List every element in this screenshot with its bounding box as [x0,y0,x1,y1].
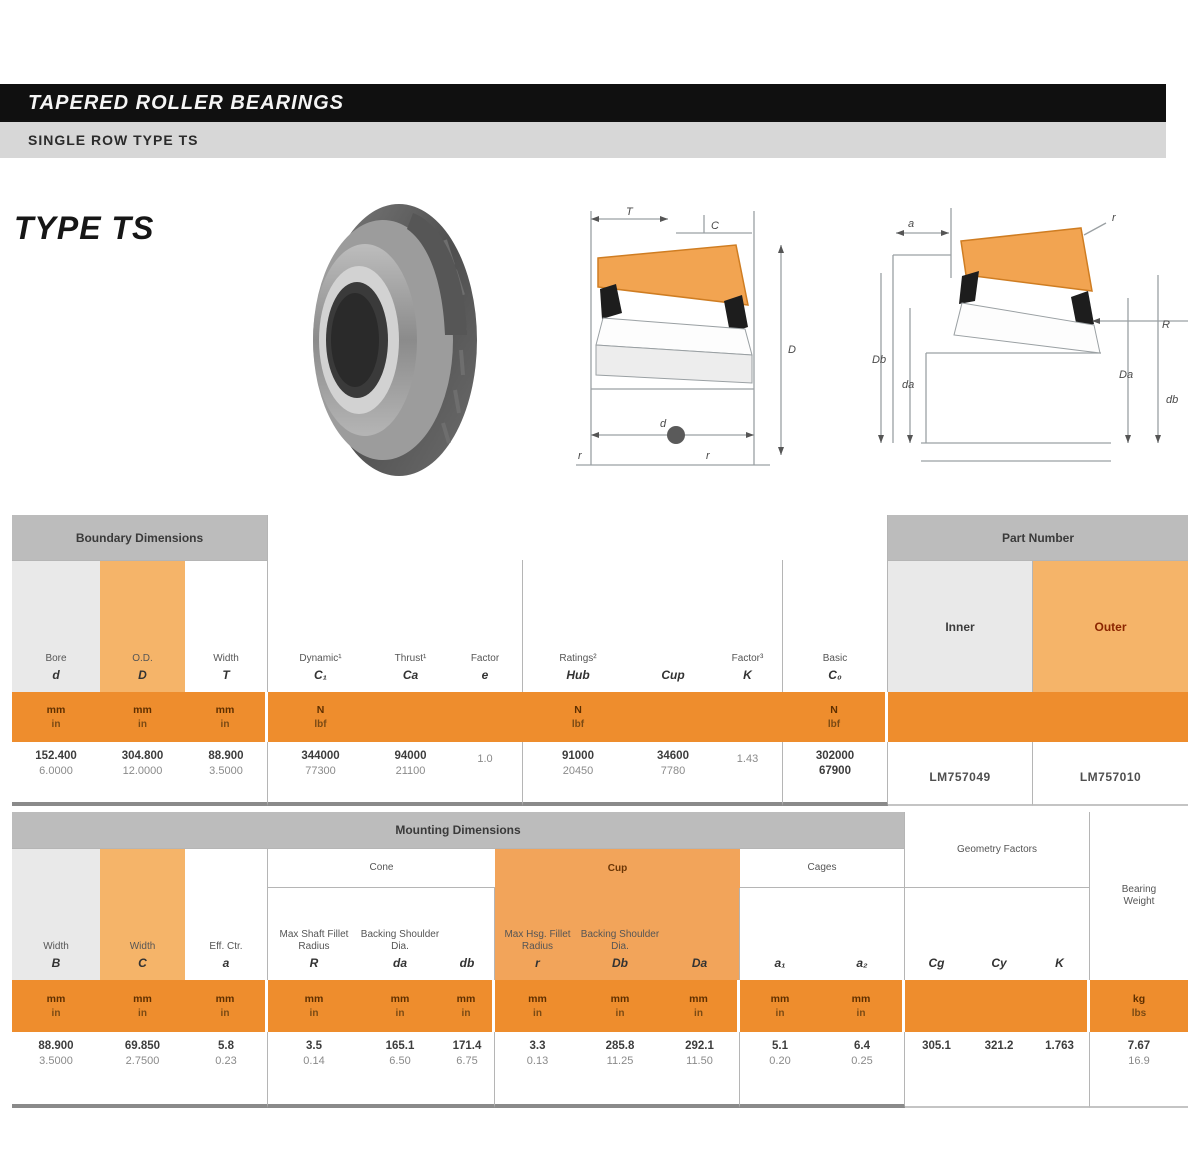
col-header-c0 [783,560,888,692]
units-hub [523,692,633,742]
value-inch: 0.25 [851,1055,873,1067]
subgroup-cup [495,848,740,888]
value-inch: 2.7500 [125,1055,160,1067]
col-header-a1 [740,888,820,980]
col-label: Ratings² [559,653,597,664]
cross-section-diagram [556,203,808,481]
value-inch: 16.9 [1128,1055,1150,1067]
unit-inch: in [461,1008,471,1019]
dim-label-r1: r [706,450,710,462]
value-metric: 171.4 [452,1040,482,1052]
value-metric: 302000 [815,750,855,762]
cell-width [185,742,268,806]
col-header-outer-cup [1033,560,1188,692]
units-blank [888,692,1188,742]
cell-part-outer [1033,742,1188,806]
value-metric: 5.1 [772,1040,788,1052]
unit-inch: in [775,1008,785,1019]
unit-inch: in [51,1008,61,1019]
units-width [185,692,268,742]
value-metric: 344000 [301,750,340,762]
cell-bore [12,742,100,806]
col-symbol: C₀ [828,668,842,682]
cell-part-inner [888,742,1033,806]
col-symbol: r [535,956,540,970]
cell-e [448,742,523,806]
col-header-eff-center [185,848,268,980]
dim-label-Db: Db [872,354,887,366]
units-a1 [740,980,820,1032]
value-inch: 11.25 [606,1055,634,1067]
units-weight [1090,980,1188,1032]
unit-metric: mm [770,993,790,1005]
col-header-shaft-fillet [268,888,360,980]
value-inch: 3.5000 [39,1055,73,1067]
col-symbol: d [52,668,60,682]
unit-metric: N [830,704,838,716]
unit-metric: mm [851,993,871,1005]
dim-label-da: da [902,379,915,391]
subgroup-cages [740,848,905,888]
value-single: 1.0 [477,753,493,765]
col-header-k [713,560,783,692]
col-label: Width [43,941,69,952]
dim-label-a: a [908,218,915,230]
page-subtitle-bar [0,122,1166,158]
value-inch: 0.14 [303,1055,325,1067]
bearing-photo [295,195,480,485]
cell-cup [633,742,713,806]
cell-od [100,742,185,806]
value-inch: 67900 [819,765,851,777]
col-symbol: Cy [991,956,1007,970]
unit-metric: mm [610,993,630,1005]
value-metric: 88.900 [208,750,244,762]
group-label: Geometry Factors [956,843,1038,855]
cell-kfactor [1030,1032,1090,1108]
page-title-bar [0,84,1166,122]
unit-inch: in [309,1008,319,1019]
col-label: Bore [45,653,67,664]
col-header-bore [12,560,100,692]
dim-label-r: r [578,450,582,462]
group-ratings-spacer [268,515,888,560]
cup-mounting-section [961,228,1092,291]
col-label: Backing Shoulder Dia. [580,929,660,952]
subgroup-cone [268,848,495,888]
value-metric: 292.1 [685,1040,714,1052]
value-inch: 20450 [562,765,594,777]
cell-c [100,1032,185,1108]
units-blank [905,980,1090,1032]
units-a2 [820,980,905,1032]
cell-db [440,1032,495,1108]
mounting-dimensions-table [12,812,1188,1108]
unit-metric: mm [528,993,547,1005]
col-symbol: T [222,668,230,682]
units-db [440,980,495,1032]
col-symbol: db [459,956,475,970]
units-a [185,980,268,1032]
value-metric: 69.850 [124,1040,161,1052]
unit-inch: in [138,1008,147,1019]
unit-inch: in [694,1008,703,1019]
col-header-Db [580,888,660,980]
group-bearing-weight [1090,812,1188,980]
unit-inch: in [615,1008,625,1019]
col-label: Max Shaft Fillet Radius [279,929,349,952]
col-header-cg [905,888,968,980]
units-bore [12,692,100,742]
col-header-db [440,888,495,980]
unit-inch: in [138,719,147,730]
cell-Da [660,1032,740,1108]
unit-metric: mm [46,704,66,716]
unit-metric: N [574,704,582,716]
unit-metric: mm [215,704,235,716]
cell-a2 [820,1032,905,1108]
group-mounting-dimensions: Mounting Dimensions [12,812,905,848]
cup-cross-section [598,245,748,305]
units-blank [373,692,523,742]
dim-label-r: r [1112,212,1116,224]
col-header-ca [373,560,448,692]
col-symbol: C [138,956,147,970]
roller-left [959,271,979,304]
unit-inch: lbf [314,719,327,730]
col-symbol: e [481,668,489,682]
value-inch: 6.75 [456,1055,478,1067]
col-header-Da [660,888,740,980]
mounting-diagram [866,203,1196,481]
subgroup-label: Cup [607,862,628,874]
unit-inch: lbs [1131,1008,1147,1019]
col-header-width [185,560,268,692]
dim-label-d: d [660,418,667,430]
unit-inch: in [395,1008,405,1019]
col-header-od [100,560,185,692]
unit-inch: in [533,1008,542,1019]
value-metric: 88.900 [38,1040,74,1052]
subgroup-label: Cages [807,862,837,873]
value-inch: 6.0000 [39,765,73,777]
col-symbol: Da [691,956,708,970]
col-label: Factor [470,653,500,664]
col-header-cone-width [12,848,100,980]
unit-inch: in [856,1008,866,1019]
dim-label-Da: Da [1119,369,1134,381]
value-inch: 11.50 [686,1055,713,1067]
col-header-cup [633,560,713,692]
units-c0 [783,692,888,742]
units-Db [580,980,660,1032]
col-symbol: Ca [402,668,419,682]
cell-ca [373,742,448,806]
page-title: TAPERED ROLLER BEARINGS [28,91,344,114]
col-symbol: B [51,956,61,970]
value-metric: 285.8 [605,1040,635,1052]
cell-k [713,742,783,806]
col-label: Basic [822,653,848,664]
cell-c0 [783,742,888,806]
cell-R [268,1032,360,1108]
unit-metric: mm [390,993,410,1005]
value-single: 1.763 [1045,1040,1074,1052]
cell-cg [905,1032,968,1108]
unit-inch: in [220,1008,230,1019]
value-metric: 91000 [562,750,594,762]
part-number-cone: LM757049 [929,770,991,784]
unit-inch: in [51,719,61,730]
col-symbol: Cg [928,956,945,970]
unit-inch: lbf [571,719,585,730]
col-label: Max Hsg. Fillet Radius [504,929,571,952]
boundary-dimensions-table [12,515,1188,806]
col-header-a2 [820,888,905,980]
value-inch: 0.23 [215,1055,237,1067]
page-subtitle: SINGLE ROW TYPE TS [28,132,199,148]
value-single: 305.1 [922,1040,951,1052]
group-part-number: Part Number [888,515,1188,560]
cell-a [185,1032,268,1108]
value-inch: 0.13 [526,1055,549,1067]
group-label-line2: Weight [1123,896,1155,907]
value-metric: 6.4 [854,1040,870,1052]
value-inch: 21100 [395,765,426,777]
value-metric: 3.5 [306,1040,322,1052]
value-inch: 6.50 [389,1055,411,1067]
col-label: Backing Shoulder Dia. [360,929,440,952]
cell-da [360,1032,440,1108]
value-inch: 0.20 [769,1055,791,1067]
cell-cy [968,1032,1030,1108]
value-metric: 3.3 [529,1040,546,1052]
unit-metric: mm [46,993,66,1005]
unit-metric: kg [1132,993,1146,1005]
col-header-hsg-fillet [495,888,580,980]
unit-metric: mm [304,993,324,1005]
col-symbol: K [743,668,752,682]
col-header-inner-cone [888,560,1033,692]
col-symbol: Hub [566,668,590,682]
dim-label-C: C [711,220,719,232]
value-metric: 304.800 [121,750,164,762]
cell-Db [580,1032,660,1108]
value-metric: 34600 [657,750,689,762]
unit-metric: mm [689,993,708,1005]
col-label: Dynamic¹ [299,653,342,664]
cell-b [12,1032,100,1108]
col-symbol: Cup [661,668,685,682]
unit-metric: mm [456,993,476,1005]
part-number-cup: LM757010 [1079,770,1142,784]
units-blank [633,692,783,742]
cell-a1 [740,1032,820,1108]
unit-inch: in [220,719,230,730]
type-ts-heading: TYPE TS [14,210,155,246]
col-header-cup-width [100,848,185,980]
unit-metric: mm [133,704,152,716]
group-label-line1: Bearing [1121,884,1157,895]
col-label: Factor³ [731,653,764,664]
col-label: O.D. [132,653,153,664]
col-header-kfactor [1030,888,1090,980]
value-inch: 3.5000 [209,765,243,777]
dim-label-D: D [788,344,796,356]
dim-label-T: T [626,206,633,218]
value-metric: 165.1 [385,1040,415,1052]
col-label: Eff. Ctr. [209,941,243,952]
units-b [12,980,100,1032]
unit-metric: mm [215,993,235,1005]
col-header-e [448,560,523,692]
units-c [100,980,185,1032]
units-da [360,980,440,1032]
value-inch: 7780 [660,765,686,777]
cell-c1 [268,742,373,806]
value-metric: 7.67 [1127,1040,1151,1052]
col-label: Width [129,941,156,952]
col-header-da [360,888,440,980]
col-symbol: C₁ [314,668,327,682]
col-symbol: K [1055,956,1064,970]
col-symbol: Db [612,956,628,970]
unit-metric: mm [133,993,152,1005]
value-metric: 5.8 [218,1040,234,1052]
units-r [495,980,580,1032]
cell-weight [1090,1032,1188,1108]
col-symbol: a₁ [774,956,786,970]
col-symbol: R [309,956,319,970]
units-od [100,692,185,742]
col-symbol: a₂ [856,956,868,970]
col-label: Outer [1094,619,1127,634]
col-header-hub [523,560,633,692]
value-metric: 152.400 [35,750,77,762]
value-metric: 94000 [394,750,427,762]
col-symbol: a [222,956,230,970]
bearing-bore-inner [331,293,379,387]
col-label: Thrust¹ [394,653,427,664]
bore-axis-marker [667,426,685,444]
col-header-cy [968,888,1030,980]
cell-hub [523,742,633,806]
group-geometry-factors [905,812,1090,888]
col-symbol: da [392,956,407,970]
unit-inch: lbf [827,719,841,730]
value-single: 1.43 [736,753,759,765]
subgroup-label: Cone [369,862,394,873]
col-header-c1 [268,560,373,692]
value-inch: 77300 [305,765,336,777]
value-inch: 12.0000 [122,765,163,777]
dim-label-db: db [1166,394,1179,406]
group-boundary-dimensions: Boundary Dimensions [12,515,268,560]
unit-metric: N [316,704,325,716]
col-label: Width [213,653,239,664]
col-label: Inner [945,619,975,634]
units-R [268,980,360,1032]
units-c1 [268,692,373,742]
value-single: 321.2 [984,1040,1014,1052]
dim-label-R: R [1162,319,1170,331]
units-Da [660,980,740,1032]
col-symbol: D [138,668,147,682]
cell-r [495,1032,580,1108]
